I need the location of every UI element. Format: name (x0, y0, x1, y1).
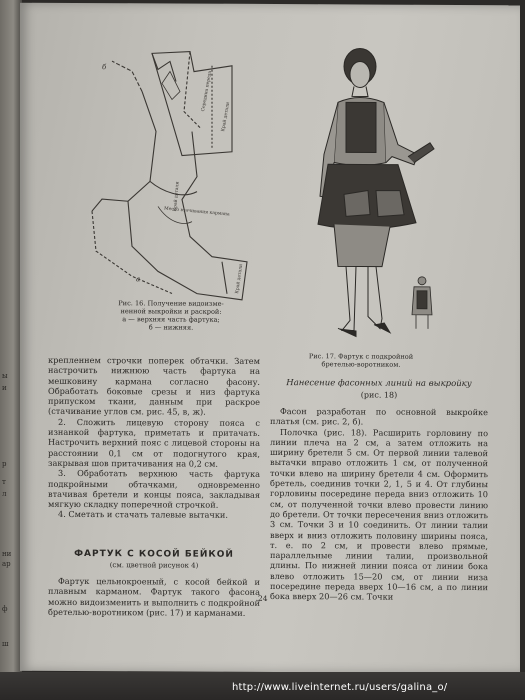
fig16-label-edge: Край детали (221, 101, 232, 133)
fig16-label-b: б (102, 63, 107, 72)
fig16-label-pocket: Место втачивания кармана (163, 206, 230, 218)
right-column (270, 406, 488, 603)
right-heading-ref: (рис. 18) (360, 390, 398, 400)
fragment: ар (2, 560, 11, 568)
paragraph: Полочка (рис. 18). Расширить горловину по линии плеча на 2 см, а затем отложить на ширину бретели 5 см. От первой линии талевой вытачки вправо отложить 1 см, от полученной точки влево на ширину бретели 4 см. Оформить бретель, соединив точки 2, 1, 5 и 4. От глубины горловины посередине переда вниз отложить 10 см, от полученной точки влево провести линию до бретели. От точки пересечения вниз отложить 3 см. Точки 3 и 10 соединить. От линии талии вверх и вниз отложить половину ширины пояса, т. е. по 2 см, и провести влево прямые, параллельные линии талии, произвольной длины. По нижней линии пояса от линии бока влево отложить 15—20 см, от линии низа посередине переда вверх 10—16 см, а по линии бока вверх 20—26 см. Точки (270, 426, 488, 602)
fragment: ы (2, 372, 8, 380)
fragment: р (2, 460, 7, 468)
fig16-pattern-diagram (72, 31, 252, 312)
fig16-caption: Рис. 16. Получение видоизме- ненной выкройки и раскрой: а — верхняя часть фартука; б — нижняя. (118, 299, 224, 332)
book-page (20, 3, 520, 674)
section-title: ФАРТУК С КОСОЙ БЕЙКОЙ (74, 548, 234, 560)
left-column (48, 355, 260, 521)
page-number: 24 (258, 593, 268, 603)
paragraph: Фартук цельнокроеный, с косой бейкой и плавным карманом. Фартук такого фасона можно видоизменить и выполнить с подкройной бретелью-воротником (рис. 17) и карманами. (48, 575, 260, 618)
fragment: л (2, 490, 7, 498)
fig17-illustration (298, 44, 478, 345)
fragment: и (2, 384, 7, 392)
fig16-label-a: а (136, 275, 141, 284)
fig16-label-edge-2: Край детали (173, 181, 181, 212)
paragraph: 2. Сложить лицевую сторону пояса с изнанкой фартука, приметать и притачать. Настрочить верхний пояс с лицевой стороны на расстоянии 0,1 см от подогнутого края, закрывая шов притачивания на 0,2 см. (48, 416, 260, 469)
paragraph: 4. Сметать и стачать талевые вытачки. (58, 509, 228, 521)
fig17-caption: Рис. 17. Фартук с подкройной бретелью-воротником. (308, 352, 414, 369)
watermark-url: http://www.liveinternet.ru/users/galina_o/ (232, 682, 448, 693)
previous-page-edge (0, 0, 22, 700)
paragraph: 3. Обработать верхнюю часть фартука подкройными обтачками, одновременно втачивая бретели и концы пояса, закладывая мягкую складку поперечной строчкой. (48, 468, 260, 510)
fig16-label-mid-front: Середина переда (201, 70, 214, 113)
right-heading: Нанесение фасонных линий на выкройку (286, 378, 472, 390)
section-body (48, 576, 260, 618)
paragraph: Фасон разработан по основной выкройке платья (см. рис. 2, б). (270, 406, 488, 427)
fragment: т (2, 478, 6, 486)
fig16-label-edge-3: Край детали (235, 263, 245, 295)
section-subtitle: (см. цветной рисунок 4) (109, 561, 199, 570)
paragraph: крепленнем строчки поперек обтачки. Затем настрочить нижнюю часть фартука на мешковину кармана согласно фасону. Обработать боковые срезы и низ фартука припуском ткани, данным при раскрое (стачивание углов см. рис. 45, в, ж). (48, 354, 260, 418)
fragment: ни (2, 550, 12, 558)
fragment: ф (2, 605, 8, 613)
fragment: ш (2, 640, 9, 648)
